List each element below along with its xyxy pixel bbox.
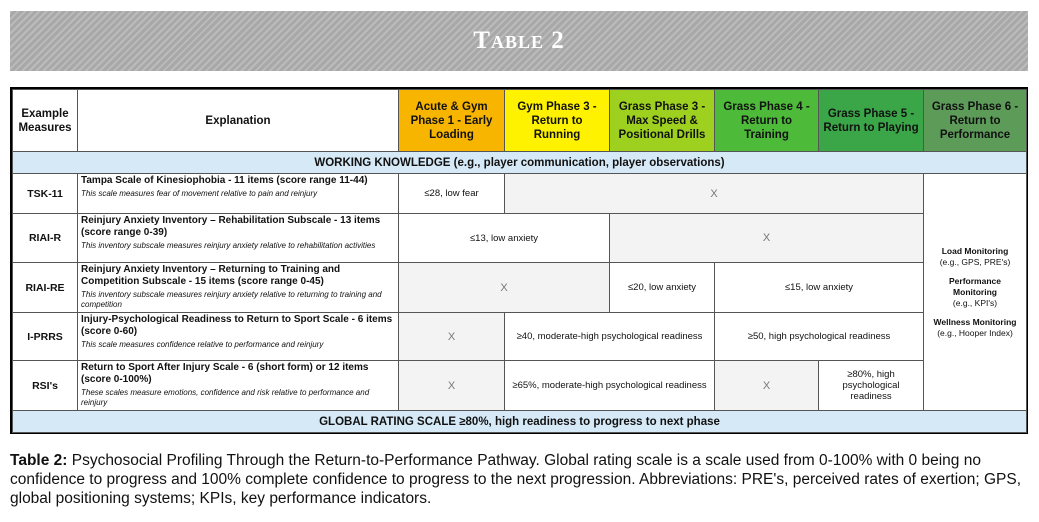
measure-name: RIAI-RE: [13, 263, 78, 313]
measure-title: Return to Sport After Injury Scale - 6 (short form) or 12 items (score 0-100%): [81, 362, 369, 385]
header-phase-5: Grass Phase 5 - Return to Playing: [819, 90, 924, 152]
not-applicable-cell: X: [505, 174, 924, 214]
wellness-monitoring-label: Wellness Monitoring: [933, 316, 1017, 327]
criterion-cell: ≤13, low anxiety: [399, 214, 610, 263]
criterion-cell: ≥40, moderate-high psychological readiness: [505, 313, 715, 361]
header-phase-1: Acute & Gym Phase 1 - Early Loading: [399, 90, 505, 152]
monitoring-cell: [924, 174, 1027, 411]
criterion-cell: ≤15, low anxiety: [715, 263, 924, 313]
wellness-monitoring-example: (e.g., Hooper Index): [937, 327, 1013, 338]
explanation-cell: [78, 174, 399, 214]
header-measures: Example Measures: [13, 90, 78, 152]
criterion-cell: ≥80%, high psychological readiness: [819, 361, 924, 411]
measure-description: This inventory subscale measures reinjury anxiety relative to returning to training and competition: [81, 290, 382, 309]
performance-monitoring-example: (e.g., KPI's): [952, 297, 998, 308]
table-banner: [10, 11, 1028, 71]
load-monitoring-label: Load Monitoring: [941, 245, 1009, 256]
working-knowledge-row: [13, 152, 1027, 174]
table-row-riai-re: [13, 263, 1027, 313]
measure-title: Tampa Scale of Kinesiophobia - 11 items (score range 11-44): [81, 175, 368, 186]
explanation-cell: [78, 361, 399, 411]
global-rating-label: GLOBAL RATING SCALE ≥80%, high readiness to progress to next phase: [13, 411, 1027, 433]
not-applicable-cell: X: [399, 361, 505, 411]
working-knowledge-label: WORKING KNOWLEDGE (e.g., player communication, player observations): [13, 152, 1027, 174]
not-applicable-cell: X: [399, 313, 505, 361]
explanation-cell: [78, 313, 399, 361]
measure-name: I-PRRS: [13, 313, 78, 361]
table-row-rsi: [13, 361, 1027, 411]
load-monitoring-example: (e.g., GPS, PRE's): [939, 256, 1011, 267]
table-row-i-prrs: [13, 313, 1027, 361]
criterion-cell: ≥65%, moderate-high psychological readiness: [505, 361, 715, 411]
global-rating-row: [13, 411, 1027, 433]
header-phase-3: Grass Phase 3 - Max Speed & Positional Drills: [610, 90, 715, 152]
psychosocial-table: [10, 87, 1028, 434]
criterion-cell: ≥50, high psychological readiness: [715, 313, 924, 361]
measure-description: This scale measures confidence relative to performance and reinjury: [81, 340, 324, 349]
caption-text: Psychosocial Profiling Through the Return-to-Performance Pathway. Global rating scale is a scale used from 0-100% with 0 being no confidence to progress and 100% complete confidence to progress to the next progression. Abbreviations: PRE's, perceived rates of exertion; GPS, global positioning systems; KPIs, key performance indicators.: [10, 452, 1022, 507]
measure-title: Reinjury Anxiety Inventory – Returning to Training and Competition Subscale - 15 items (score range 0-45): [81, 264, 341, 287]
not-applicable-cell: X: [715, 361, 819, 411]
not-applicable-cell: X: [399, 263, 610, 313]
banner-title: Table 2: [473, 27, 565, 54]
explanation-cell: [78, 214, 399, 263]
header-phase-4: Grass Phase 4 - Return to Training: [715, 90, 819, 152]
header-phase-2: Gym Phase 3 - Return to Running: [505, 90, 610, 152]
measure-description: This scale measures fear of movement relative to pain and reinjury: [81, 189, 318, 198]
explanation-cell: [78, 263, 399, 313]
measure-description: These scales measure emotions, confidence and risk relative to performance and reinjury: [81, 388, 370, 407]
measure-name: RSI's: [13, 361, 78, 411]
measure-title: Reinjury Anxiety Inventory – Rehabilitation Subscale - 13 items (score range 0-39): [81, 215, 381, 238]
measure-name: RIAI-R: [13, 214, 78, 263]
criterion-cell: ≤20, low anxiety: [610, 263, 715, 313]
header-row: [13, 90, 1027, 152]
header-phase-6: Grass Phase 6 - Return to Performance: [924, 90, 1027, 152]
measure-name: TSK-11: [13, 174, 78, 214]
criterion-cell: ≤28, low fear: [399, 174, 505, 214]
caption-lead: Table 2:: [10, 452, 68, 469]
table-row-riai-r: [13, 214, 1027, 263]
not-applicable-cell: X: [610, 214, 924, 263]
measure-description: This inventory subscale measures reinjury anxiety relative to rehabilitation activities: [81, 241, 376, 250]
header-explanation: Explanation: [78, 90, 399, 152]
table-row-tsk11: [13, 174, 1027, 214]
measure-title: Injury-Psychological Readiness to Return to Sport Scale - 6 items (score 0-60): [81, 314, 393, 337]
table-caption: [10, 451, 1030, 508]
performance-monitoring-label: Performance Monitoring: [949, 275, 1001, 297]
